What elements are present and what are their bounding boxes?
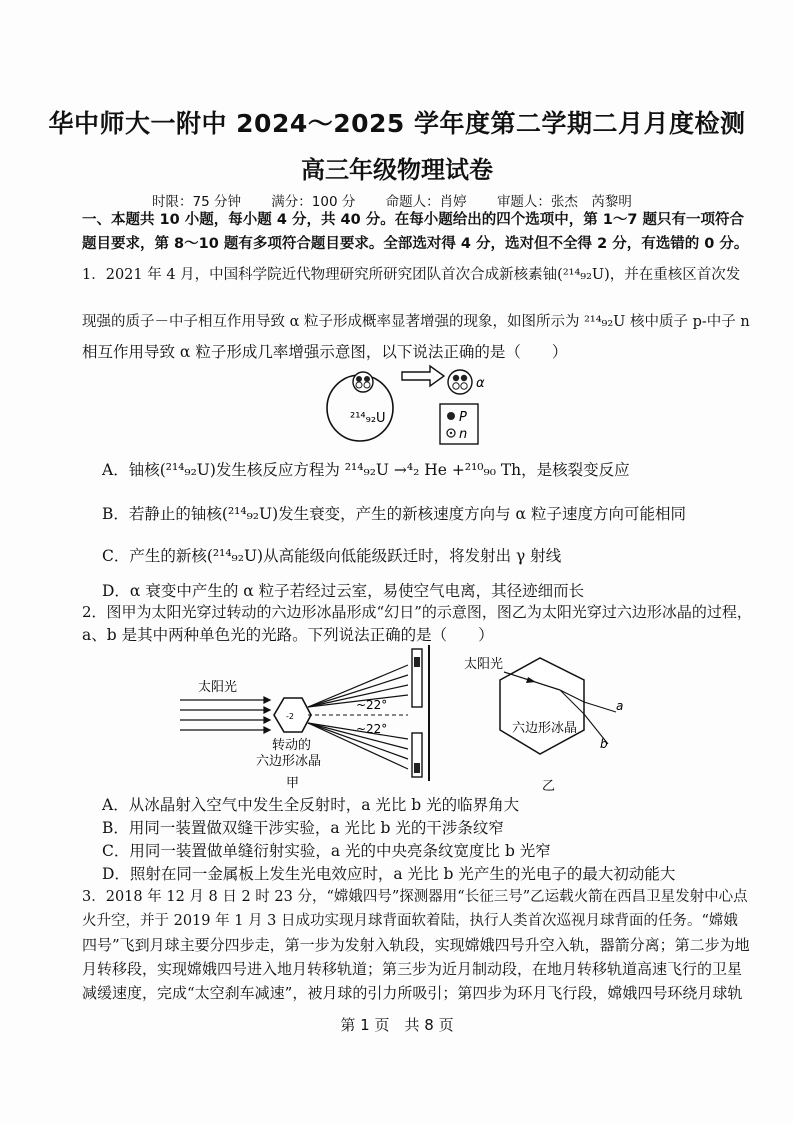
sunlight-label-jia: 太阳光 bbox=[198, 680, 238, 695]
q3-stem-line2: 火升空，并于 2019 年 1 月 3 日成功实现月球背面软着陆，执行人类首次巡视月球背面的任务。“嫦娥 bbox=[82, 913, 738, 929]
q1-option-a: A．铀核(²¹⁴₉₂U)发生核反应方程为 ²¹⁴₉₂U →⁴₂ He +²¹⁰₉₀ Th，是核裂变反应 bbox=[102, 461, 630, 479]
q2-stem-line2: a、b 是其中两种单色光的光路。下列说法正确的是（ ） bbox=[82, 626, 494, 644]
angle-up-label: 22° bbox=[366, 698, 388, 712]
q2-option-d: D．照射在同一金属板上发生光电效应时，a 光比 b 光产生的光电子的最大初动能大 bbox=[102, 865, 676, 883]
ray-b-label: b bbox=[600, 737, 608, 751]
section-instructions-1: 一、本题共 10 小题，每小题 4 分，共 40 分。在每小题给出的四个选项中，第 1～7 题只有一项符合 bbox=[82, 212, 745, 228]
neutron-label: n bbox=[459, 427, 468, 442]
crystal-caption-1: 转动的 bbox=[272, 738, 312, 753]
arrow-icon bbox=[402, 366, 444, 386]
sunlight-label-yi: 太阳光 bbox=[464, 657, 504, 672]
angle-down-label: 22° bbox=[366, 722, 388, 736]
alpha-cluster-left bbox=[353, 372, 373, 392]
crystal-caption-2: 六边形冰晶 bbox=[256, 754, 322, 769]
figure-label-yi: 乙 bbox=[542, 779, 556, 794]
crystal-label-yi: 六边形冰晶 bbox=[512, 721, 578, 736]
figure-label-jia: 甲 bbox=[286, 776, 300, 791]
q2-figure-yi bbox=[460, 650, 640, 795]
exam-title: 华中师大一附中 2024～2025 学年度第二学期二月月度检测 bbox=[48, 109, 746, 138]
nucleus-label: ²¹⁴₉₂U bbox=[350, 411, 386, 426]
q1-option-c: C．产生的新核(²¹⁴₉₂U)从高能级向低能级跃迁时，将发射出 γ 射线 bbox=[102, 547, 562, 565]
q2-option-b: B．用同一装置做双缝干涉实验，a 光比 b 光的干涉条纹窄 bbox=[102, 819, 504, 837]
q3-stem-line4: 月转移段，实现嫦娥四号进入地月转移轨道；第三步为近月制动段，在地月转移轨道高速飞行的卫星 bbox=[82, 960, 743, 978]
q1-option-d: D．α 衰变中产生的 α 粒子若经过云室，易使空气电离，其径迹细而长 bbox=[102, 582, 585, 600]
q3-stem-line3: 四号”飞到月球主要分四步走，第一步为发射入轨段，实现嫦娥四号升空入轨，器箭分离；第二步为地 bbox=[82, 936, 750, 954]
q1-stem-line3: 相互作用导致 α 粒子形成几率增强示意图，以下说法正确的是（ ） bbox=[82, 343, 568, 361]
proton-icon bbox=[447, 412, 455, 420]
q1-stem-line1: 1．2021 年 4 月，中国科学院近代物理研究所研究团队首次合成新核素铀(²¹⁴₉₂U)，并在重核区首次发 bbox=[82, 267, 741, 283]
exam-subtitle: 高三年级物理试卷 bbox=[301, 156, 493, 184]
q3-stem-line5: 减缓速度，完成“太空刹车减速”，被月球的引力所吸引；第四步为环月飞行段，嫦娥四号环绕月球轨 bbox=[82, 984, 743, 1002]
time-limit: 时限：75 分钟 bbox=[152, 194, 241, 210]
q2-stem-line1: 2．图甲为太阳光穿过转动的六边形冰晶形成“幻日”的示意图，图乙为太阳光穿过六边形冰晶的过程， bbox=[82, 603, 752, 621]
q1-option-b: B．若静止的铀核(²¹⁴₉₂U)发生衰变，产生的新核速度方向与 α 粒子速度方向可能相同 bbox=[102, 505, 686, 523]
page-footer: 第 1 页 共 8 页 bbox=[340, 1016, 454, 1034]
incident-rays bbox=[180, 697, 270, 733]
q2-option-c: C．用同一装置做单缝衍射实验，a 光的中央亮条纹宽度比 b 光窄 bbox=[102, 842, 551, 860]
ray-a bbox=[584, 702, 616, 712]
ray-a-label: a bbox=[616, 699, 624, 713]
section-instructions-2: 题目要求，第 8～10 题有多项符合题目要求。全部选对得 4 分，选对但不全得 2 分，有选错的 0 分。 bbox=[82, 236, 749, 252]
full-score: 满分：100 分 bbox=[271, 194, 356, 210]
q1-figure bbox=[320, 360, 500, 450]
rotation-mark: -2 bbox=[286, 712, 294, 721]
minus-sign: ~ bbox=[356, 722, 367, 736]
exam-meta bbox=[152, 190, 658, 210]
reviewer: 审题人：张杰 芮黎明 bbox=[496, 194, 632, 210]
alpha-label: α bbox=[476, 376, 485, 391]
minus-sign: ~ bbox=[356, 698, 367, 712]
setter: 命题人：肖婷 bbox=[385, 194, 467, 210]
alpha-particle-icon bbox=[448, 370, 472, 394]
q3-stem-line1: 3．2018 年 12 月 8 日 2 时 23 分，“嫦娥四号”探测器用“长征三号”乙运载火箭在西昌卫星发射中心点 bbox=[82, 889, 748, 905]
hexagon-crystal bbox=[500, 658, 584, 754]
proton-label: P bbox=[459, 410, 467, 425]
q2-option-a: A．从冰晶射入空气中发生全反射时，a 光比 b 光的临界角大 bbox=[102, 796, 520, 814]
q1-stem-line2: 现强的质子－中子相互作用导致 α 粒子形成概率显著增强的现象，如图所示为 ²¹⁴₉₂U 核中质子 p-中子 n bbox=[82, 314, 750, 330]
q2-figure-jia bbox=[180, 645, 440, 795]
